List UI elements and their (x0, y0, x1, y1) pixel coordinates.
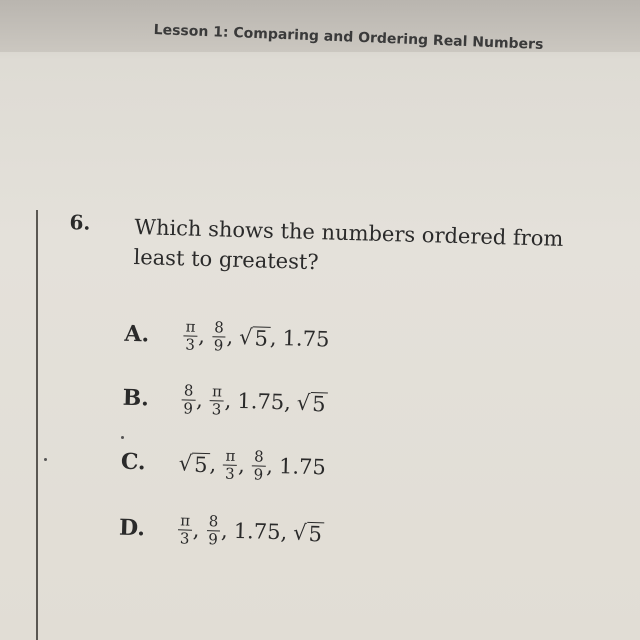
fraction-numerator: 8 (252, 449, 266, 466)
question-text-line: Which shows the numbers ordered from (134, 214, 564, 251)
radicand: 5 (311, 392, 326, 417)
choice-expression (177, 510, 325, 550)
fraction-numerator: 8 (212, 320, 226, 337)
fraction-numerator: π (183, 319, 197, 336)
decimal-value: 1.75 (282, 326, 330, 352)
choice-expression (180, 380, 328, 420)
fraction-8-over-9 (181, 380, 195, 418)
square-root-5 (179, 451, 210, 476)
fraction-pi-over-3 (209, 381, 224, 418)
question-6 (64, 206, 624, 548)
decimal-value: 1.75 (233, 518, 281, 545)
comma: , (224, 388, 232, 413)
fraction-denominator: 9 (183, 398, 194, 418)
radical-sign: √ (296, 390, 311, 415)
square-root-5 (239, 325, 270, 350)
choice-letter: D. (118, 514, 146, 542)
radicand: 5 (308, 521, 323, 547)
comma: , (220, 518, 229, 543)
lesson-title: Lesson 1: Comparing and Ordering Real Numbers (153, 22, 544, 53)
fraction-8-over-9 (212, 317, 226, 354)
comma: , (266, 453, 274, 478)
fraction-numerator: 8 (207, 514, 221, 531)
comma: , (226, 324, 234, 349)
fraction-pi-over-3 (183, 316, 198, 354)
radicand: 5 (254, 326, 269, 351)
square-root-5 (293, 521, 324, 546)
radicand: 5 (193, 452, 208, 478)
choice-expression (182, 316, 330, 356)
fraction-numerator: π (223, 448, 237, 465)
decimal-value: 1.75 (278, 454, 327, 480)
choice-b[interactable] (122, 376, 328, 426)
margin-line (36, 210, 38, 640)
fraction-denominator: 3 (211, 399, 222, 418)
fraction-denominator: 3 (179, 528, 190, 548)
choice-c[interactable] (120, 440, 326, 490)
decimal-value: 1.75 (237, 388, 285, 415)
comma: , (237, 452, 246, 478)
choice-letter: A. (124, 320, 150, 348)
fraction-denominator: 3 (224, 464, 236, 483)
fraction-denominator: 3 (185, 334, 196, 354)
header-band (0, 0, 640, 52)
fraction-numerator: π (210, 384, 224, 401)
stray-dot (44, 458, 47, 461)
radical-sign: √ (178, 451, 193, 476)
comma: , (195, 387, 204, 412)
fraction-8-over-9 (206, 511, 220, 548)
comma: , (192, 517, 200, 542)
choice-expression (178, 447, 326, 484)
question-number: 6. (69, 210, 91, 235)
comma: , (209, 452, 217, 477)
fraction-denominator: 9 (208, 529, 219, 548)
comma: , (280, 520, 288, 545)
radical-sign: √ (238, 324, 253, 350)
fraction-denominator: 9 (213, 335, 224, 354)
fraction-pi-over-3 (178, 510, 193, 548)
comma: , (269, 325, 277, 350)
comma: , (283, 390, 292, 415)
fraction-8-over-9 (251, 446, 265, 484)
fraction-pi-over-3 (223, 448, 238, 481)
question-text (133, 212, 614, 285)
choice-letter: B. (122, 384, 150, 412)
comma: , (197, 323, 206, 348)
choice-d[interactable] (118, 506, 324, 556)
choice-a[interactable] (124, 312, 330, 362)
choice-letter: C. (120, 448, 147, 476)
radical-sign: √ (292, 520, 307, 545)
fraction-numerator: 8 (182, 383, 196, 400)
question-text-line: least to greatest? (133, 244, 319, 275)
stray-dot (121, 436, 124, 439)
fraction-numerator: π (178, 513, 192, 530)
fraction-denominator: 9 (253, 464, 264, 484)
square-root-5 (297, 391, 328, 416)
